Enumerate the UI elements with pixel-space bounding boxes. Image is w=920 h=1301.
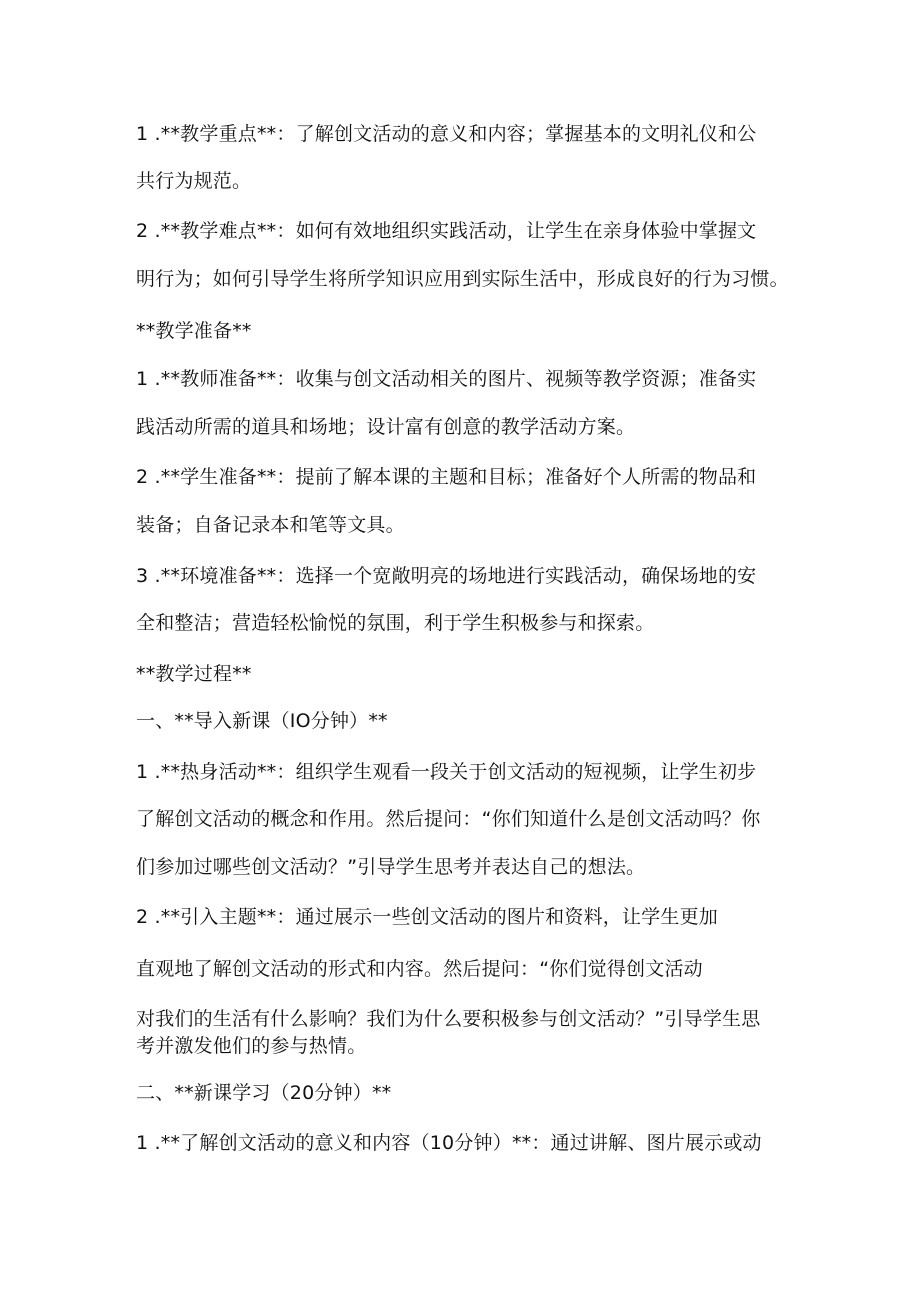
text-line: 2 .**教学难点**：如何有效地组织实践活动，让学生在亲身体验中掌握文 xyxy=(136,220,757,242)
text-line: 2 .**学生准备**：提前了解本课的主题和目标；准备好个人所需的物品和 xyxy=(136,466,757,488)
text-line: 1 .**了解创文活动的意义和内容（10分钟）**：通过讲解、图片展示或动 xyxy=(136,1132,762,1154)
text-line: 践活动所需的道具和场地；设计富有创意的教学活动方案。 xyxy=(136,416,636,438)
text-line: 对我们的生活有什么影响？我们为什么要积极参与创文活动？”引导学生思 xyxy=(136,1008,761,1030)
subsection-heading: 一、**导入新课（IO分钟）** xyxy=(136,710,388,732)
text-line: 共行为规范。 xyxy=(136,170,252,192)
text-line: 全和整洁；营造轻松愉悦的氛围，利于学生积极参与和探索。 xyxy=(136,612,655,634)
text-line: 1 .**热身活动**：组织学生观看一段关于创文活动的短视频，让学生初步 xyxy=(136,761,757,783)
text-line: 装备；自备记录本和笔等文具。 xyxy=(136,514,405,536)
text-line: 们参加过哪些创文活动？”引导学生思考并表达自己的想法。 xyxy=(136,856,646,878)
section-heading: **教学过程** xyxy=(136,663,252,685)
text-line: 考并激发他们的参与热情。 xyxy=(136,1035,367,1057)
text-line: 了解创文活动的概念和作用。然后提问：“你们知道什么是创文活动吗？你 xyxy=(136,808,761,830)
text-line: 1 .**教师准备**：收集与创文活动相关的图片、视频等教学资源；准备实 xyxy=(136,368,757,390)
subsection-heading: 二、**新课学习（20分钟）** xyxy=(136,1082,392,1104)
text-line: 直观地了解创文活动的形式和内容。然后提问：“你们觉得创文活动 xyxy=(136,958,703,980)
section-heading: **教学准备** xyxy=(136,320,252,342)
text-line: 3 .**环境准备**：选择一个宽敞明亮的场地进行实践活动，确保场地的安 xyxy=(136,565,757,587)
text-line: 明行为；如何引导学生将所学知识应用到实际生活中，形成良好的行为习惯。 xyxy=(136,268,789,290)
text-line: 2 .**引入主题**：通过展示一些创文活动的图片和资料，让学生更加 xyxy=(136,906,718,928)
text-line: 1 .**教学重点**：了解创文活动的意义和内容；掌握基本的文明礼仪和公 xyxy=(136,123,757,145)
